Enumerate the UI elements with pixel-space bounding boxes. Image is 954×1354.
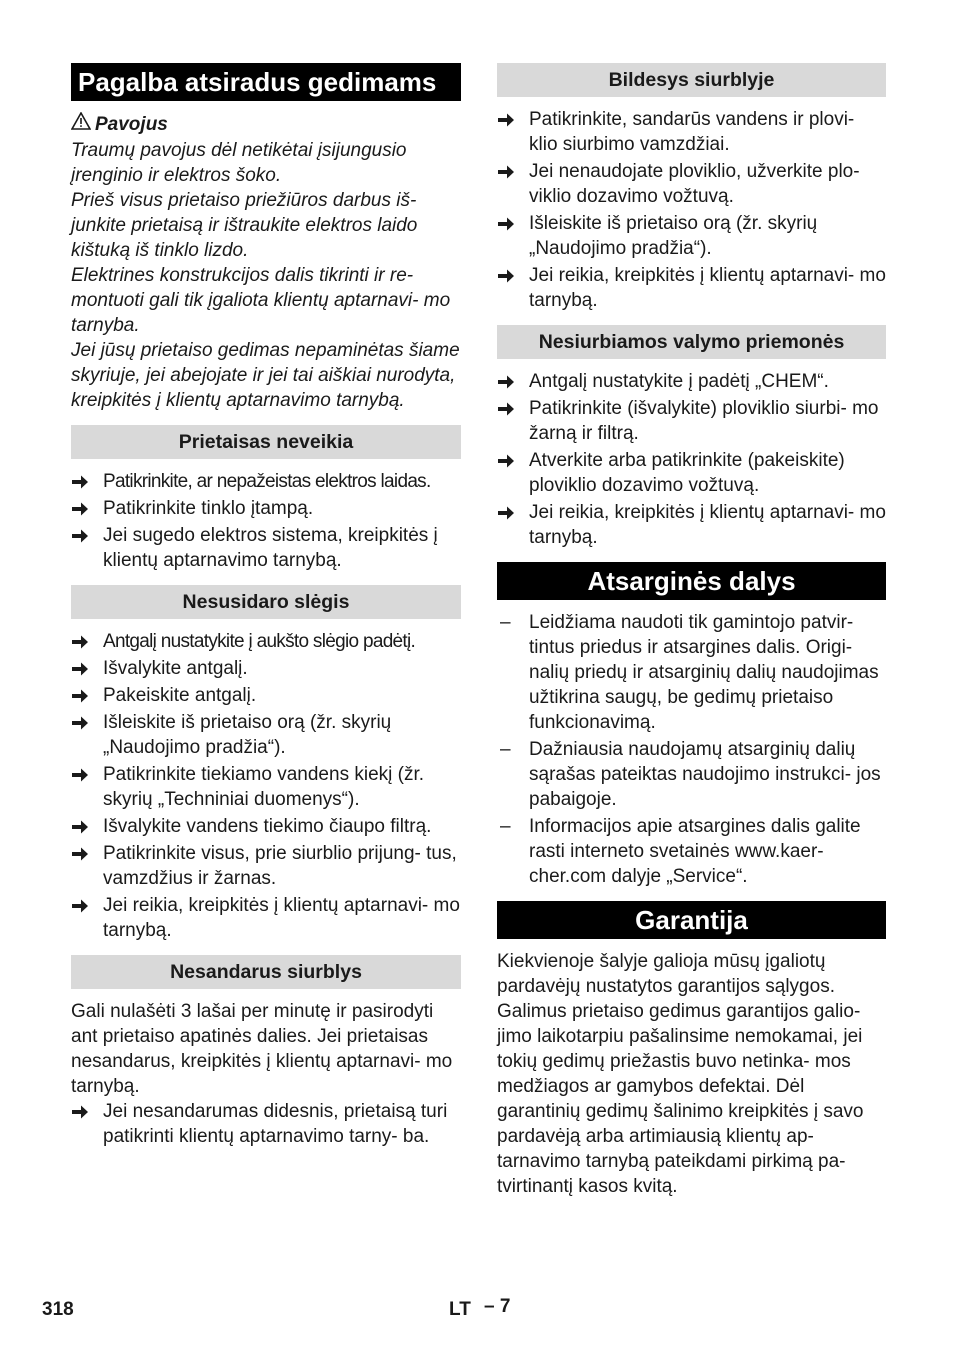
- arrow-right-icon: [71, 469, 95, 497]
- danger-paragraph: Jei jūsų prietaiso gedimas nepaminėtas šiame skyriuje, jei abejojate ir jei tai aiškiai nurodyta, kreipkitės į klientų aptarnavimo tarnybą.: [71, 340, 460, 411]
- dash-bullet-icon: –: [500, 816, 511, 837]
- arrow-right-icon: [497, 159, 521, 187]
- list-item: Išvalykite antgalį.: [71, 656, 461, 681]
- list-item: – Informacijos apie atsargines dalis galite rasti interneto svetainės www.kaer- cher.com dalyje „Service“.: [497, 814, 886, 889]
- list-item: Patikrinkite (išvalykite) ploviklio siurbi- mo žarną ir filtrą.: [497, 396, 886, 446]
- danger-paragraph: Prieš visus prietaiso priežiūros darbus iš- junkite prietaisą ir ištraukite elektros laido kištuką iš tinklo lizdo.: [71, 190, 418, 261]
- list-item: – Leidžiama naudoti tik gamintojo patvir- tintus priedus ir atsargines dalis. Origi- nalių priedų ir atsarginių dalių naudojimas užtikrina saugų, be gedimų prietaiso funkcionavimą.: [497, 610, 886, 735]
- list-no-pressure: [71, 629, 461, 943]
- list-item: Atverkite arba patikrinkite (pakeiskite) ploviklio dozavimo vožtuvą.: [497, 448, 886, 498]
- arrow-right-icon: [71, 893, 95, 921]
- list-item: Išvalykite vandens tiekimo čiaupo filtrą.: [71, 814, 461, 839]
- list-item: Jei nenaudojate ploviklio, užverkite plo- viklio dozavimo vožtuvą.: [497, 159, 886, 209]
- dash-bullet-icon: –: [500, 739, 511, 760]
- arrow-right-icon: [71, 683, 95, 711]
- list-item: Jei sugedo elektros sistema, kreipkitės į klientų aptarnavimo tarnybą.: [71, 523, 461, 573]
- warranty-paragraph: Kiekvienoje šalyje galioja mūsų įgaliotų pardavėjų nustatytos garantijos sąlygos. Galimus prietaiso gedimus garantijos galio- jimo laikotarpiu pašalinsime nemokamai, jei tokių gedimų priežastis buvo netinka- mos medžiagos ar gamybos defektai. Dėl garantinių gedimų šalinimo kreipkitės į savo pardavėją arba artimiausią klientų ap- tarnavimo tarnybą pateikdami pirkimą pa- tvirtinantį kasos kvitą.: [497, 951, 864, 1197]
- danger-label: Pavojus: [95, 114, 168, 135]
- danger-title: [71, 111, 461, 138]
- arrow-right-icon: [497, 396, 521, 424]
- arrow-right-icon: [71, 710, 95, 738]
- arrow-right-icon: [71, 629, 95, 657]
- list-item: Patikrinkite, ar nepažeistas elektros laidas.: [71, 469, 461, 494]
- list-item: Išleiskite iš prietaiso orą (žr. skyrių „Naudojimo pradžia“).: [497, 211, 886, 261]
- arrow-right-icon: [497, 500, 521, 528]
- arrow-right-icon: [71, 656, 95, 684]
- arrow-right-icon: [71, 814, 95, 842]
- local-page-number: – 7: [484, 1296, 511, 1317]
- list-item: Pakeiskite antgalį.: [71, 683, 461, 708]
- heading-detergent-not-sucked: Nesiurbiamos valymo priemonės: [497, 325, 886, 359]
- arrow-right-icon: [497, 448, 521, 476]
- heading-pump-noise: Bildesys siurblyje: [497, 63, 886, 97]
- danger-paragraph: Traumų pavojus dėl netikėtai įsijungusio įrenginio ir elektros šoko.: [71, 140, 407, 186]
- list-item: Patikrinkite visus, prie siurblio prijung- tus, vamzdžius ir žarnas.: [71, 841, 461, 891]
- list-device-not-working: [71, 469, 461, 573]
- arrow-right-icon: [71, 523, 95, 551]
- heading-spare-parts: Atsarginės dalys: [497, 562, 886, 600]
- list-item: Išleiskite iš prietaiso orą (žr. skyrių „Naudojimo pradžia“).: [71, 710, 461, 760]
- arrow-right-icon: [71, 1099, 95, 1127]
- right-column: [497, 63, 886, 1199]
- arrow-right-icon: [497, 369, 521, 397]
- list-item: Patikrinkite tiekiamo vandens kiekį (žr. skyrių „Techniniai duomenys“).: [71, 762, 461, 812]
- page-number: 318: [42, 1299, 74, 1320]
- list-detergent-not-sucked: [497, 369, 886, 550]
- list-pump-leaking: [71, 1099, 461, 1149]
- left-column: [71, 63, 461, 1151]
- heading-device-not-working: Prietaisas neveikia: [71, 425, 461, 459]
- arrow-right-icon: [497, 107, 521, 135]
- heading-pump-leaking: Nesandarus siurblys: [71, 955, 461, 989]
- list-item: Antgalį nustatykite į padėtį „CHEM“.: [497, 369, 886, 394]
- language-code: LT: [449, 1299, 471, 1320]
- arrow-right-icon: [71, 496, 95, 524]
- warning-triangle-icon: [71, 111, 95, 138]
- heading-no-pressure: Nesusidaro slėgis: [71, 585, 461, 619]
- list-item: Patikrinkite tinklo įtampą.: [71, 496, 461, 521]
- dash-bullet-icon: –: [500, 612, 511, 633]
- arrow-right-icon: [71, 841, 95, 869]
- list-item: Antgalį nustatykite į aukšto slėgio padėtį.: [71, 629, 461, 654]
- arrow-right-icon: [71, 762, 95, 790]
- list-item: Jei reikia, kreipkitės į klientų aptarnavi- mo tarnybą.: [497, 500, 886, 550]
- list-item: Jei reikia, kreipkitės į klientų aptarnavi- mo tarnybą.: [497, 263, 886, 313]
- list-pump-noise: [497, 107, 886, 313]
- list-item: Jei nesandarumas didesnis, prietaisą turi patikrinti klientų aptarnavimo tarny- ba.: [71, 1099, 461, 1149]
- arrow-right-icon: [497, 263, 521, 291]
- list-item: – Dažniausia naudojamų atsarginių dalių sąrašas pateiktas naudojimo instrukci- jos pabaigoje.: [497, 737, 886, 812]
- list-item: Patikrinkite, sandarūs vandens ir plovi- klio siurbimo vamzdžiai.: [497, 107, 886, 157]
- pump-leaking-paragraph: Gali nulašėti 3 lašai per minutę ir pasirodyti ant prietaiso apatinės dalies. Jei prietaisas nesandarus, kreipkitės į klientų aptarnavi- mo tarnybą.: [71, 1001, 453, 1097]
- danger-paragraph: Elektrines konstrukcijos dalis tikrinti ir re- montuoti gali tik įgaliota klientų aptarnavi- mo tarnyba.: [71, 265, 451, 336]
- arrow-right-icon: [497, 211, 521, 239]
- heading-warranty: Garantija: [497, 901, 886, 939]
- list-spare-parts: [497, 610, 886, 889]
- heading-troubleshooting: Pagalba atsiradus gedimams: [71, 63, 461, 101]
- list-item: Jei reikia, kreipkitės į klientų aptarnavi- mo tarnybą.: [71, 893, 461, 943]
